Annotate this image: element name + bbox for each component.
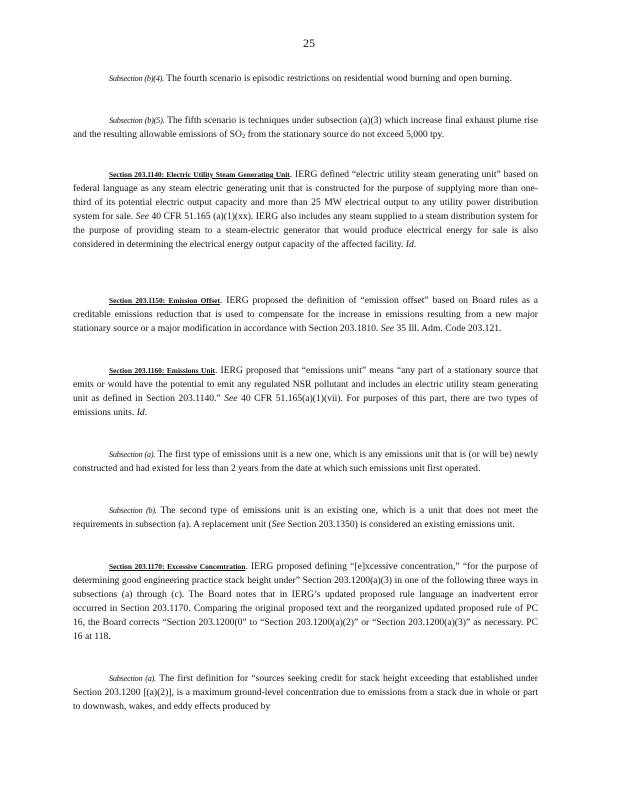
section-title: Section 203.1160: Emissions Unit bbox=[109, 366, 215, 375]
citation-signal: See bbox=[135, 210, 149, 222]
citation-signal: Id bbox=[136, 406, 145, 418]
citation-signal: Id bbox=[405, 238, 414, 250]
citation-signal: See bbox=[271, 518, 286, 530]
section-title: Section 203.1150: Emission Offset bbox=[109, 296, 220, 305]
paragraph-text: 35 Ill. Adm. Code 203.121. bbox=[394, 322, 502, 334]
subsection-heading: Subsection (a). bbox=[109, 674, 157, 683]
citation-signal: See bbox=[224, 392, 238, 404]
subsection-heading: Subsection (a). bbox=[109, 450, 156, 459]
section-title: Section 203.1140: Electric Utility Steam Generating Unit bbox=[109, 170, 290, 179]
paragraph-text: . bbox=[413, 238, 417, 250]
paragraph-text: 40 CFR 51.165 (a)(1)(xx). IERG also includes any steam supplied to a steam distribution system for the purpose of providing steam to a steam-electric generator that would produce electrical energy for sale is also considered in determining the electrical energy output capacity of the affected facility. bbox=[73, 210, 538, 250]
paragraph-section-203-1160 bbox=[73, 364, 538, 420]
subscript: 2 bbox=[241, 132, 246, 140]
paragraph-text: from the stationary source do not exceed 5,000 tpy. bbox=[245, 128, 445, 140]
paragraph-text: The first definition for “sources seeking credit for stack height exceeding that established under Section 203.1200 [(a)(2)], is a maximum ground-level concentration due to emissions from a stack due in whole or part to downwash, wakes, and eddy effects produced by bbox=[73, 673, 538, 712]
paragraph-subsection-b-existing-unit bbox=[73, 504, 538, 532]
citation-signal: See bbox=[380, 322, 395, 334]
paragraph-subsection-b5 bbox=[73, 114, 538, 144]
paragraph-section-203-1170 bbox=[73, 560, 538, 643]
subsection-heading: Subsection (b). bbox=[109, 506, 157, 515]
paragraph-text: The first type of emissions unit is a new one, which is any emissions unit that is (or will be) newly constructed and had existed for less than 2 years from the date at which such emissions unit first operated. bbox=[73, 449, 538, 474]
paragraph-subsection-a-definition bbox=[73, 672, 538, 714]
paragraph-text: . IERG proposed defining “[e]xcessive concentration,” “for the purpose of determining good engineering practice stack height under” Section 203.1200(a)(3) in one of the following three ways in subsections (a) through (c). The Board notes that in IERG’s updated proposed rule language an inadvertent error occurred in Section 203.1170. Comparing the original proposed text and the reorganized updated proposed rule of PC 16, the Board corrects “Section 203.1200(0” to “Section 203.1200(a)(2)” or “Section 203.1200(a)(3)” as necessary. PC 16 at 118. bbox=[73, 561, 539, 642]
paragraph-text: The second type of emissions unit is an existing one, which is a unit that does not meet the requirements in subsection (a). A replacement unit ( bbox=[73, 505, 538, 530]
paragraph-subsection-b4 bbox=[73, 72, 538, 86]
paragraph-text: The fifth scenario is techniques under subsection (a)(3) which increase final exhaust plume rise and the resulting allowable emissions of SO bbox=[73, 115, 538, 140]
paragraph-subsection-a-new-unit bbox=[73, 448, 538, 476]
paragraph-text: . IERG proposed the definition of “emission offset” based on Board rules as a creditable emissions reduction that is used to compensate for the increase in emissions resulting from a new major stationary source or a major modification in accordance with Section 203.1810. bbox=[73, 295, 538, 334]
subsection-heading: Subsection (b)(4). bbox=[109, 74, 165, 83]
section-title: Section 203.1170: Excessive Concentration bbox=[109, 562, 246, 571]
paragraph-text: 40 CFR 51.165(a)(1)(vii). For purposes of this part, there are two types of emissions units. bbox=[73, 392, 538, 418]
subsection-heading: Subsection (b)(5). bbox=[109, 116, 165, 125]
paragraph-text: Section 203.1350) is considered an existing emissions unit. bbox=[285, 518, 515, 530]
paragraph-text: The fourth scenario is episodic restrictions on residential wood burning and open burning. bbox=[166, 73, 512, 84]
paragraph-section-203-1150 bbox=[73, 294, 538, 336]
page-number: 25 bbox=[303, 36, 315, 50]
paragraph-text: . bbox=[144, 406, 148, 418]
paragraph-text: . IERG proposed that “emissions unit” means “any part of a stationary source that emits or would have the potential to emit any regulated NSR pollutant and includes an electric utility steam generating unit as defined in Section 203.1140.” bbox=[73, 365, 538, 404]
paragraph-section-203-1140 bbox=[73, 168, 538, 251]
paragraph-text: . IERG defined “electric utility steam generating unit” based on federal language as any steam electric generating unit that is constructed for the purpose of supplying more than one-third of its potential electric output capacity and more than 25 MW electrical output to any utility power distribution system for sale. bbox=[73, 169, 538, 222]
